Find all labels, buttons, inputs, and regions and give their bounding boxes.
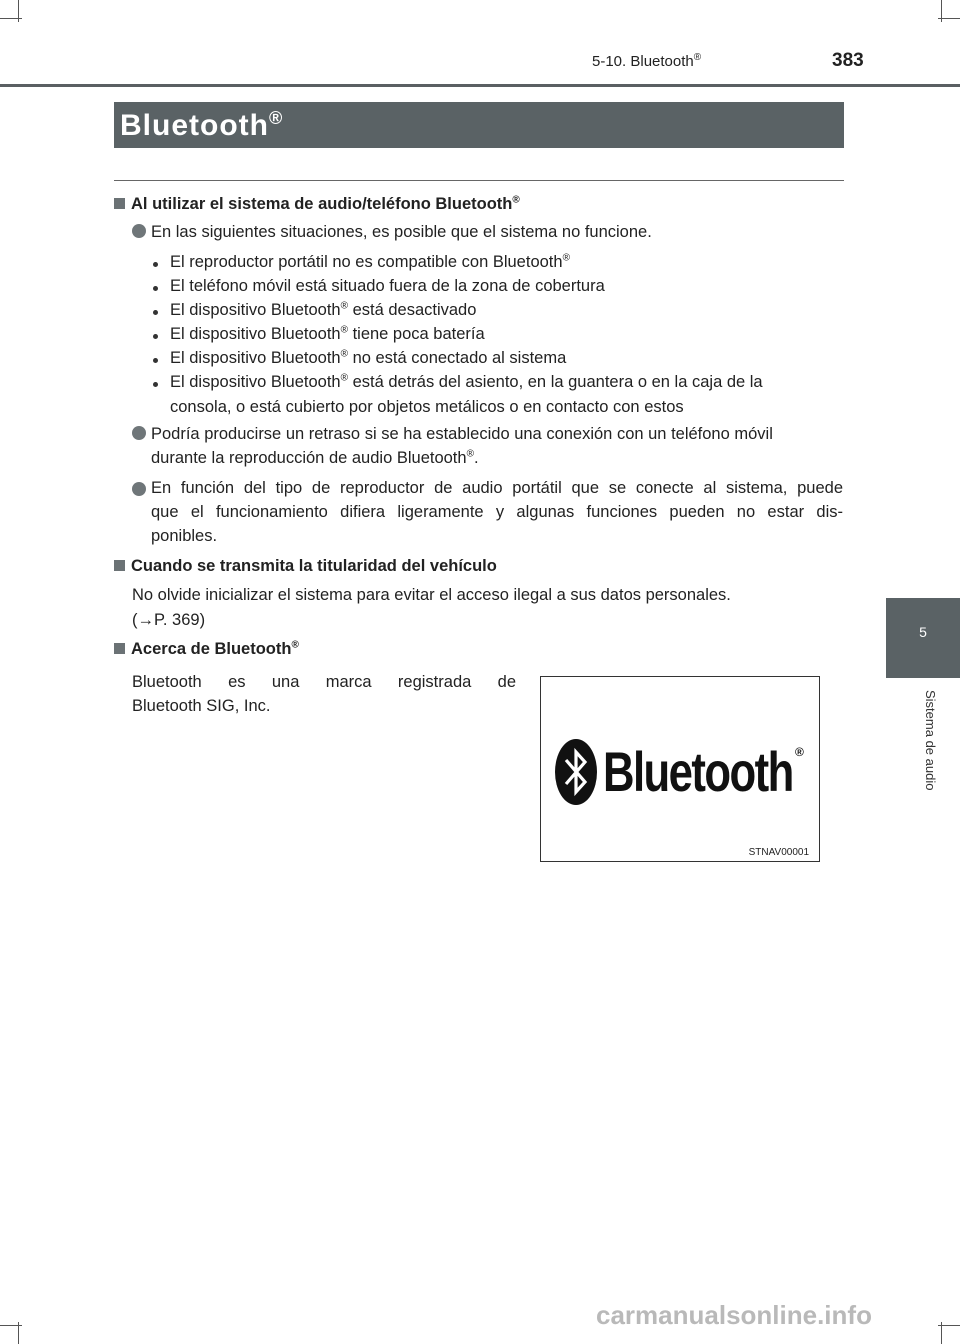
page-number: 383 xyxy=(832,50,864,71)
bullet-icon xyxy=(153,262,158,267)
list-item-continued: consola, o está cubierto por objetos metálicos o en contacto con estos xyxy=(170,398,684,416)
figure-code: STNAV00001 xyxy=(748,847,809,858)
bullet-icon xyxy=(153,310,158,315)
paragraph: En función del tipo de reproductor de audio portátil que se conecte al sistema, puede xyxy=(151,479,843,497)
bluetooth-logo-figure xyxy=(540,676,820,862)
bullet-icon xyxy=(153,286,158,291)
list-item: El dispositivo Bluetooth® tiene poca batería xyxy=(170,324,485,343)
bluetooth-rune-icon xyxy=(555,739,597,805)
bullet-icon xyxy=(153,334,158,339)
chapter-tab xyxy=(886,598,960,678)
page-title: Bluetooth® xyxy=(120,108,284,142)
crop-mark xyxy=(938,1325,960,1326)
crop-mark xyxy=(0,18,22,19)
title-bar xyxy=(114,102,844,148)
list-item: El dispositivo Bluetooth® está desactivado xyxy=(170,300,477,319)
paragraph: Bluetooth es una marca registrada de xyxy=(132,673,516,691)
chapter-label: Sistema de audio xyxy=(923,690,938,791)
list-item: El dispositivo Bluetooth® está detrás del asiento, en la guantera o en la caja de la xyxy=(170,372,763,391)
circle-bullet-icon xyxy=(132,426,146,440)
section-heading: Cuando se transmita la titularidad del vehículo xyxy=(114,556,497,577)
crop-mark xyxy=(0,1325,22,1326)
paragraph: No olvide inicializar el sistema para evitar el acceso ilegal a sus datos personales. xyxy=(132,586,731,604)
paragraph-continued: que el funcionamiento difiera ligeramente y algunas funciones pueden no estar dis- xyxy=(151,503,843,521)
header-rule xyxy=(0,84,960,87)
circle-bullet-icon xyxy=(132,482,146,496)
square-bullet-icon xyxy=(114,198,125,209)
running-header: 5-10. Bluetooth® xyxy=(592,52,702,70)
bluetooth-wordmark: Bluetooth xyxy=(603,740,793,803)
list-item: El teléfono móvil está situado fuera de la zona de cobertura xyxy=(170,277,605,295)
crop-mark xyxy=(938,18,960,19)
paragraph: Podría producirse un retraso si se ha establecido una conexión con un teléfono móvil xyxy=(151,425,773,443)
paragraph-continued: ponibles. xyxy=(151,527,218,545)
list-item: El dispositivo Bluetooth® no está conectado al sistema xyxy=(170,348,567,367)
square-bullet-icon xyxy=(114,560,125,571)
section-heading: Acerca de Bluetooth® xyxy=(114,639,299,660)
registered-mark: ® xyxy=(795,745,804,759)
circle-bullet-icon xyxy=(132,224,146,238)
content-rule xyxy=(114,180,844,181)
paragraph-continued: Bluetooth SIG, Inc. xyxy=(132,697,271,715)
square-bullet-icon xyxy=(114,643,125,654)
paragraph-continued: durante la reproducción de audio Bluetooth®. xyxy=(151,448,479,467)
chapter-number: 5 xyxy=(919,624,927,640)
list-item: El reproductor portátil no es compatible con Bluetooth® xyxy=(170,252,570,271)
section-heading: Al utilizar el sistema de audio/teléfono Bluetooth® xyxy=(114,194,520,215)
bullet-icon xyxy=(153,358,158,363)
watermark: carmanualsonline.info xyxy=(596,1300,872,1330)
bullet-icon xyxy=(153,382,158,387)
page-reference: (→P. 369) xyxy=(132,611,206,629)
paragraph: En las siguientes situaciones, es posible que el sistema no funcione. xyxy=(151,223,652,241)
